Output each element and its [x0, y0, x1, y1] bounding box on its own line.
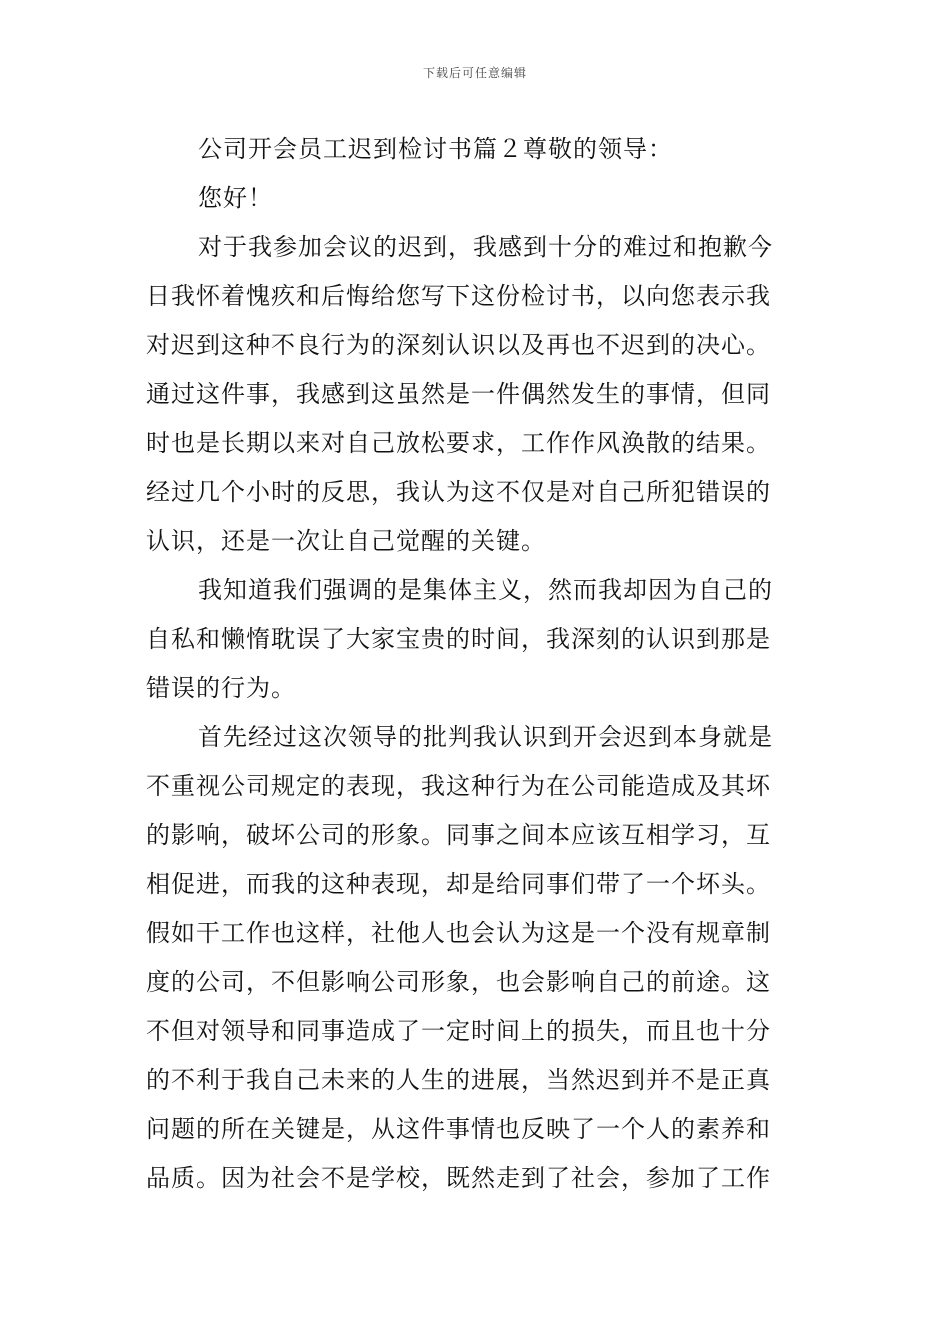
- doc-line: 问题的所在关键是，从这件事情也反映了一个人的素养和: [146, 1115, 771, 1143]
- doc-line: 时也是长期以来对自己放松要求，工作作风涣散的结果。: [146, 429, 771, 457]
- doc-line: 认识，还是一次让自己觉醒的关键。: [146, 527, 546, 555]
- document-body: [146, 125, 806, 1203]
- doc-line: 公司开会员工迟到检讨书篇２尊敬的领导：: [198, 135, 673, 163]
- doc-line: 经过几个小时的反思，我认为这不仅是对自己所犯错误的: [146, 478, 771, 506]
- doc-line: 我知道我们强调的是集体主义，然而我却因为自己的: [198, 576, 773, 604]
- doc-line: 不但对领导和同事造成了一定时间上的损失，而且也十分: [146, 1017, 771, 1045]
- doc-line: 对于我参加会议的迟到，我感到十分的难过和抱歉今: [198, 233, 773, 261]
- doc-line: 首先经过这次领导的批判我认识到开会迟到本身就是: [198, 723, 773, 751]
- doc-line: 的不利于我自己未来的人生的进展，当然迟到并不是正真: [146, 1066, 771, 1094]
- doc-line: 假如干工作也这样，社他人也会认为这是一个没有规章制: [146, 919, 771, 947]
- doc-line: 通过这件事，我感到这虽然是一件偶然发生的事情，但同: [146, 380, 771, 408]
- doc-line: 自私和懒惰耽误了大家宝贵的时间，我深刻的认识到那是: [146, 625, 771, 653]
- doc-line: 您好！: [198, 184, 273, 212]
- doc-line: 错误的行为。: [146, 674, 296, 702]
- doc-line: 不重视公司规定的表现，我这种行为在公司能造成及其坏: [146, 772, 771, 800]
- doc-line: 对迟到这种不良行为的深刻认识以及再也不迟到的决心。: [146, 331, 771, 359]
- doc-line: 日我怀着愧疚和后悔给您写下这份检讨书，以向您表示我: [146, 282, 771, 310]
- page-header-note: 下载后可任意编辑: [422, 66, 527, 80]
- doc-line: 品质。因为社会不是学校，既然走到了社会，参加了工作: [146, 1164, 771, 1192]
- doc-line: 的影响，破坏公司的形象。同事之间本应该互相学习，互: [146, 821, 771, 849]
- doc-line: 度的公司，不但影响公司形象，也会影响自己的前途。这: [146, 968, 771, 996]
- doc-line: 相促进，而我的这种表现，却是给同事们带了一个坏头。: [146, 870, 771, 898]
